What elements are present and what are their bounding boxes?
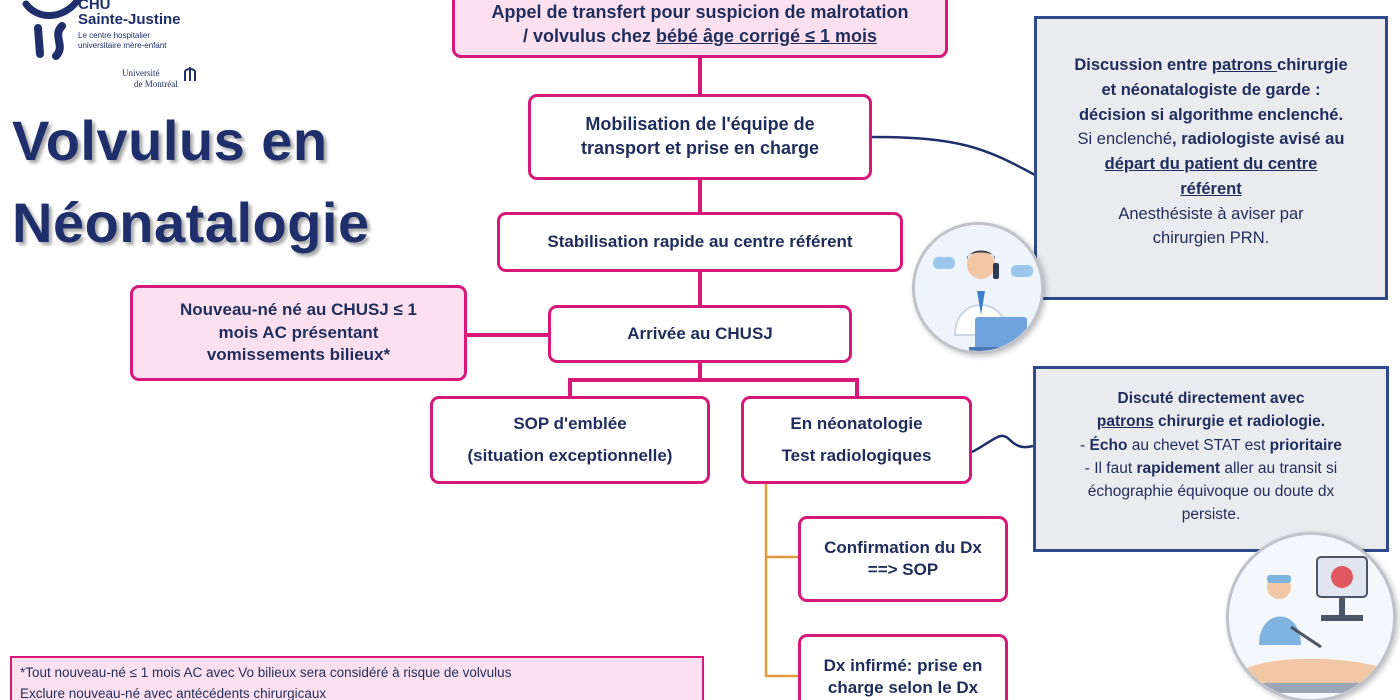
note-radiologie-l4: - Il faut rapidement aller au transit si [1084, 459, 1338, 477]
note-radiologie-l2: patrons chirurgie et radiologie. [1096, 413, 1326, 431]
footnote-box [10, 656, 704, 700]
page-title-line1: Volvulus en [12, 109, 328, 172]
box-infirme-line2: charge selon le Dx [827, 678, 979, 697]
box-transfer-call [452, 0, 948, 58]
box-transfer-call-line2: / volvulus chez bébé âge corrigé ≤ 1 mois [522, 26, 877, 46]
note-radiologie-l5: échographie équivoque ou doute dx [1087, 483, 1335, 500]
box-nouveau-ne-line3: vomissements bilieux* [206, 345, 391, 365]
box-mobilisation-line2: transport et prise en charge [580, 138, 820, 158]
logo-chu: CHU [78, 0, 111, 13]
note-discussion-l4: Si enclenché, radiologiste avisé au [1077, 130, 1345, 149]
note-discussion-l1: Discussion entre patrons chirurgie [1074, 56, 1348, 74]
logo [10, 0, 210, 95]
doctor-phone-icon [915, 225, 1044, 354]
note-discussion-l2: et néonatalogiste de garde : [1101, 80, 1321, 99]
box-confirmation-line2: ==> SOP [867, 560, 939, 579]
box-infirme [798, 634, 1008, 700]
box-arrivee-text: Arrivée au CHUSJ [627, 323, 773, 343]
box-sop [430, 396, 710, 484]
doctor-phone-illustration [912, 222, 1044, 354]
footnote-line2: Exclure nouveau-né avec antécédents chirurgicaux [20, 685, 327, 700]
note-discussion-l3: décision si algorithme enclenché. [1078, 105, 1344, 124]
note-radiologie [1033, 366, 1389, 552]
connector-neonat-confirmation [766, 484, 800, 557]
box-neonatologie-line1: En néonatologie [790, 413, 923, 433]
box-mobilisation-line1: Mobilisation de l'équipe de [585, 114, 815, 135]
note-discussion-l5: départ du patient du centre [1104, 155, 1318, 173]
box-nouveau-ne [130, 285, 467, 381]
connector-note-top [872, 137, 1035, 175]
box-sop-line2: (situation exceptionnelle) [467, 446, 673, 465]
note-radiologie-l6: persiste. [1181, 506, 1241, 524]
logo-sub2: universitaire mère-enfant [78, 41, 167, 50]
logo-name: Sainte-Justine [78, 11, 181, 28]
box-mobilisation [528, 94, 872, 180]
box-stabilisation [497, 212, 903, 272]
logo-univ1: Université [122, 68, 160, 78]
connector-note-bottom [972, 436, 1033, 452]
box-neonatologie [741, 396, 972, 484]
box-infirme-line1: Dx infirmé: prise en [823, 655, 983, 675]
box-transfer-call-line1: Appel de transfert pour suspicion de malrotation [491, 2, 909, 23]
box-nouveau-ne-line2: mois AC présentant [218, 322, 379, 342]
box-nouveau-ne-line1: Nouveau-né né au CHUSJ ≤ 1 [180, 300, 417, 320]
ultrasound-icon [1229, 535, 1396, 700]
footnote-line1: *Tout nouveau-né ≤ 1 mois AC avec Vo bilieux sera considéré à risque de volvulus [20, 665, 512, 680]
ultrasound-illustration [1226, 532, 1396, 700]
page-title-line2: Néonatalogie [12, 191, 370, 254]
box-confirmation [798, 516, 1008, 602]
note-radiologie-l3: - Écho au chevet STAT est prioritaire [1080, 436, 1342, 454]
box-stabilisation-text: Stabilisation rapide au centre référent [547, 231, 853, 251]
box-neonatologie-line2: Test radiologiques [781, 446, 932, 465]
box-confirmation-line1: Confirmation du Dx [824, 537, 982, 557]
box-arrivee [548, 305, 852, 363]
note-discussion-l7: Anesthésiste à aviser par [1118, 204, 1304, 223]
note-discussion [1034, 16, 1388, 300]
udem-logo-icon [182, 63, 202, 83]
box-sop-line1: SOP d'emblée [513, 413, 627, 433]
note-discussion-l6: référent [1180, 179, 1242, 198]
note-discussion-l8: chirurgien PRN. [1152, 229, 1270, 248]
note-radiologie-l1: Discuté directement avec [1117, 390, 1305, 407]
logo-sub1: Le centre hospitalier [78, 31, 151, 40]
logo-univ2: de Montréal [134, 79, 178, 89]
connector-neonat-infirme [766, 557, 800, 676]
